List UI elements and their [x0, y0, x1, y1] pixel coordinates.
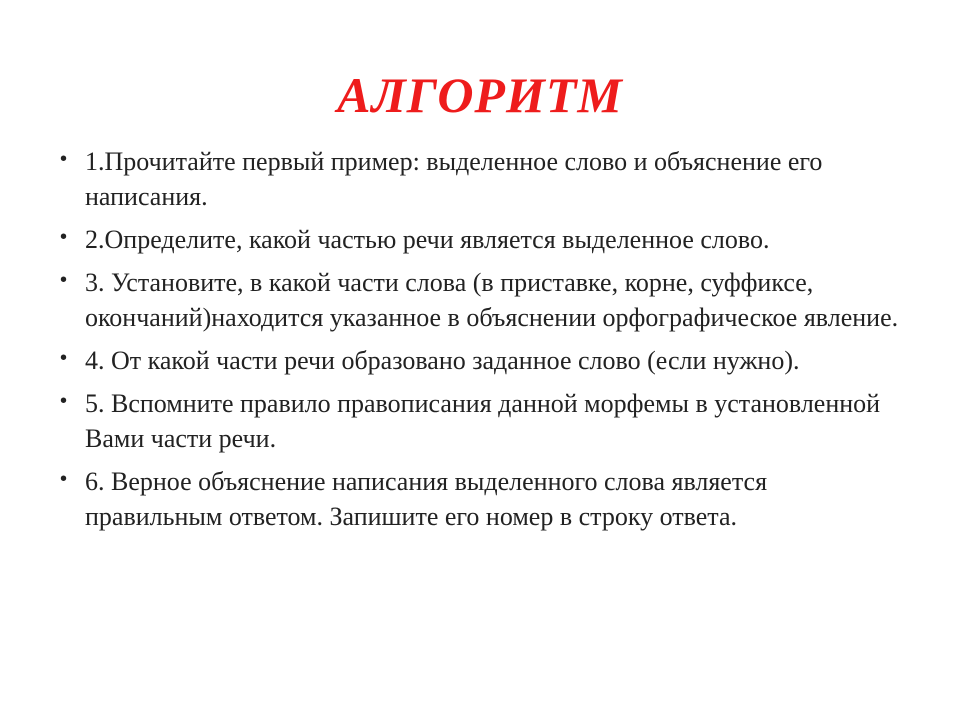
slide-title: АЛГОРИТМ — [337, 67, 623, 123]
bullet-icon: • — [60, 226, 68, 248]
bullet-icon: • — [60, 390, 68, 412]
list-item — [60, 222, 910, 257]
step-text: 2.Определите, какой частью речи является выделенное слово. — [85, 225, 770, 254]
step-text: 4. От какой части речи образовано заданное слово (если нужно). — [85, 346, 800, 375]
list-item — [60, 265, 910, 335]
bullet-icon: • — [60, 148, 68, 170]
step-text: 3. Установите, в какой части слова (в приставке, корне, суффиксе, окончаний)находится указанное в объяснении орфографическое явление. — [85, 268, 899, 332]
bullet-icon: • — [60, 468, 68, 490]
step-text: 1.Прочитайте первый пример: выделенное слово и объяснение его написания. — [85, 147, 823, 211]
bullet-icon: • — [60, 269, 68, 291]
list-item — [60, 464, 910, 534]
step-text: 5. Вспомните правило правописания данной морфемы в установленной Вами части речи. — [85, 389, 881, 453]
algorithm-steps-list — [60, 144, 910, 542]
list-item — [60, 343, 910, 378]
list-item — [60, 144, 910, 214]
bullet-icon: • — [60, 347, 68, 369]
step-text: 6. Верное объяснение написания выделенного слова является правильным ответом. Запишите его номер в строку ответа. — [85, 467, 768, 531]
list-item — [60, 386, 910, 456]
